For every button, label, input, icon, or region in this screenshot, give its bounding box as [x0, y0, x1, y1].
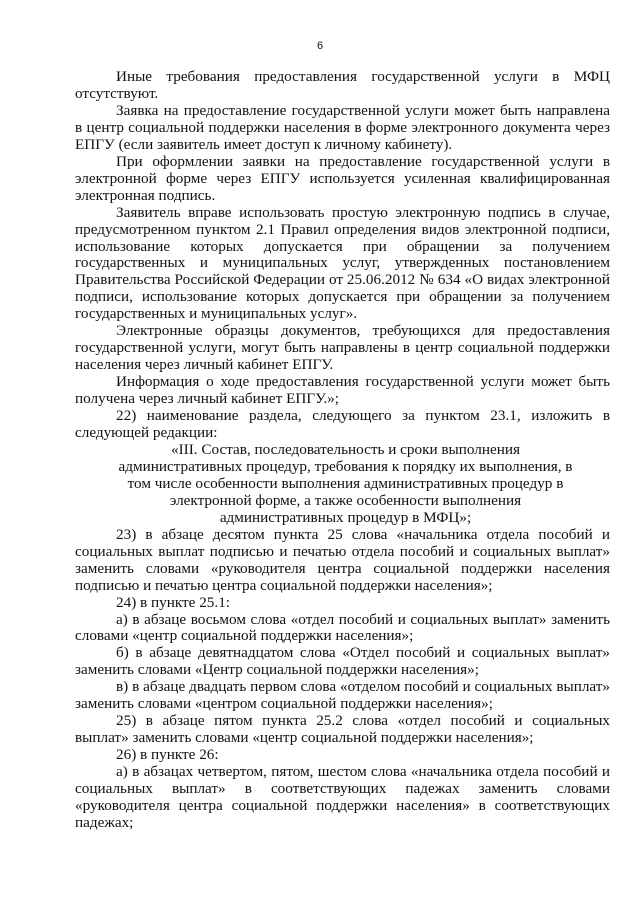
- paragraph: Заявка на предоставление государственной услуги может быть направлена в центр социальной поддержки населения в форме электронного документа через ЕПГУ (если заявитель имеет доступ к личному кабинету).: [75, 101, 610, 153]
- paragraph: Информация о ходе предоставления государственной услуги может быть получена через личный кабинет ЕПГУ.»;: [75, 373, 610, 408]
- document-body: [75, 69, 610, 832]
- amendment-item: 26) в пункте 26:: [116, 746, 219, 764]
- amendment-item: 25) в абзаце пятом пункта 25.2 слова «отдел пособий и социальных выплат» заменить словами «центр социальной поддержки населения»;: [75, 712, 610, 747]
- amendment-subitem: а) в абзацах четвертом, пятом, шестом слова «начальника отдела пособий и социальных выплат» в соответствующих падежах заменить словами «руководителя центра социальной поддержки населения» в соответствующих падежах;: [75, 763, 610, 831]
- amendment-subitem: б) в абзаце девятнадцатом слова «Отдел пособий и социальных выплат» заменить словами «Центр социальной поддержки населения»;: [75, 644, 610, 679]
- paragraph: Заявитель вправе использовать простую электронную подпись в случае, предусмотренном пунктом 2.1 Правил определения видов электронной подписи, использование которых допускается при обращении за получением государственных и муниципальных услуг, утвержденных постановлением Правительства Российской Федерации от 25.06.2012 № 634 «О видах электронной подписи, использование которых допускается при обращении за получением государственных и муниципальных услуг».: [75, 203, 610, 323]
- amendment-subitem: в) в абзаце двадцать первом слова «отделом пособий и социальных выплат» заменить словами «центром социальной поддержки населения»;: [75, 678, 610, 713]
- section-heading: «III. Состав, последовательность и сроки выполнения административных процедур, требования к порядку их выполнения, в том числе особенности выполнения административных процедур в электронной форме, а также особенности выполнения административных процедур в МФЦ»;: [118, 440, 573, 526]
- page-number: 6: [316, 40, 324, 52]
- paragraph: Электронные образцы документов, требующихся для предоставления государственной услуги, могут быть направлены в центр социальной поддержки населения через личный кабинет ЕПГУ.: [75, 322, 610, 374]
- paragraph: Иные требования предоставления государственной услуги в МФЦ отсутствуют.: [75, 68, 610, 102]
- paragraph: При оформлении заявки на предоставление государственной услуги в электронной форме через ЕПГУ используется усиленная квалифицированная электронная подпись.: [75, 152, 610, 204]
- amendment-item: 24) в пункте 25.1:: [116, 593, 231, 611]
- amendment-subitem: а) в абзаце восьмом слова «отдел пособий и социальных выплат» заменить словами «центр социальной поддержки населения»;: [75, 610, 610, 645]
- paragraph: 22) наименование раздела, следующего за пунктом 23.1, изложить в следующей редакции:: [75, 407, 610, 442]
- amendment-item: 23) в абзаце десятом пункта 25 слова «начальника отдела пособий и социальных выплат подписью и печатью отдела пособий и социальных выплат» заменить словами «руководителя центра социальной поддержки населения подписью и печатью центра социальной поддержки населения»;: [75, 525, 610, 594]
